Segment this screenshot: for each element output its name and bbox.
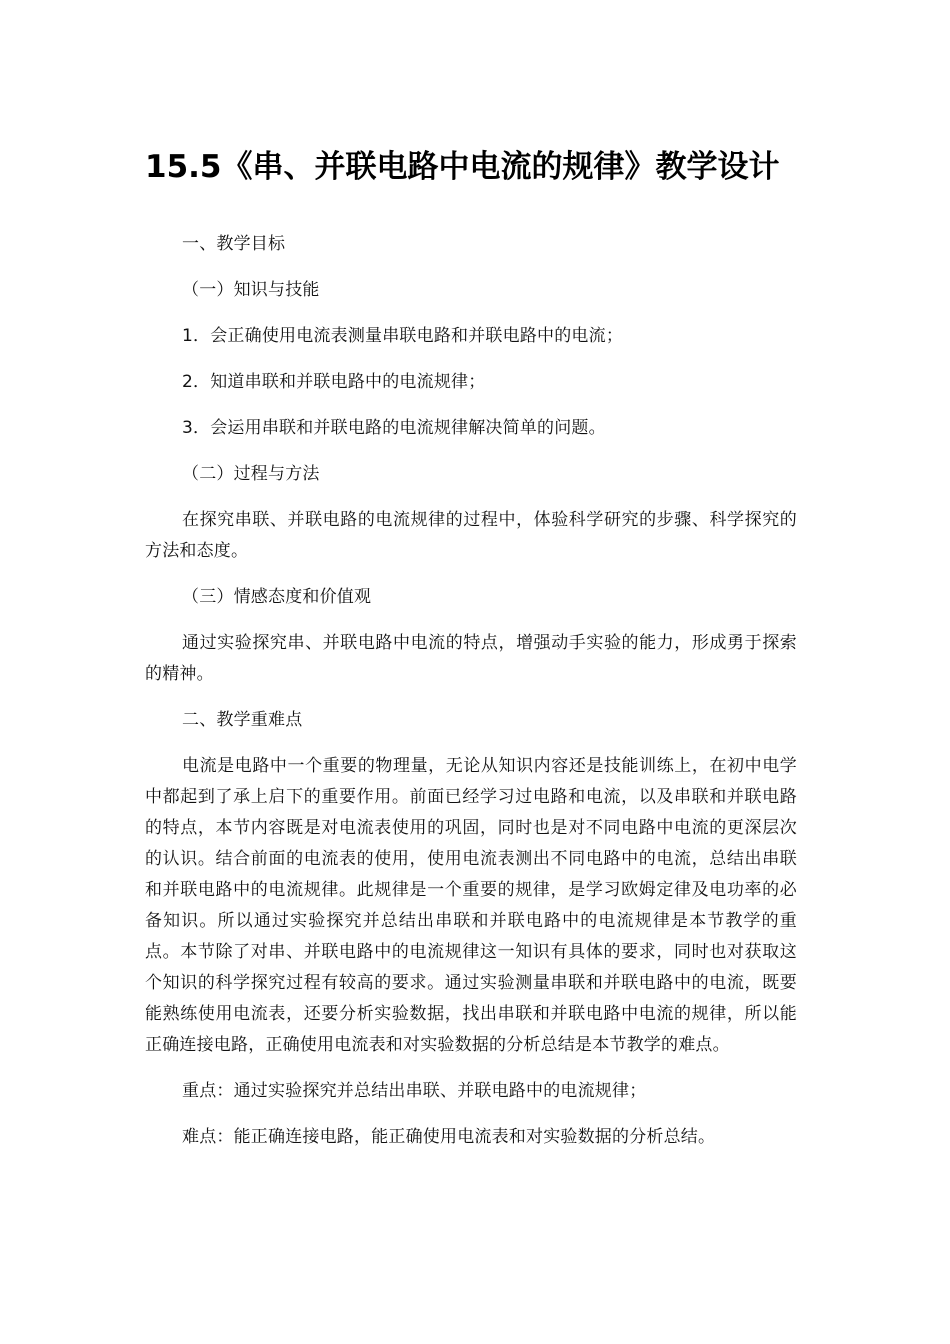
subsection-heading-attitude: （三）情感态度和价值观 — [182, 587, 372, 607]
objective-item-2: 2．知道串联和并联电路中的电流规律； — [182, 372, 486, 392]
section-heading-objectives: 一、教学目标 — [182, 234, 286, 254]
document-body — [145, 229, 797, 1168]
attitude-paragraph: 通过实验探究串、并联电路中电流的特点，增强动手实验的能力，形成勇于探索的精神。 — [145, 633, 797, 684]
key-points-paragraph: 电流是电路中一个重要的物理量，无论从知识内容还是技能训练上，在初中电学中都起到了承上启下的重要作用。前面已经学习过电路和电流，以及串联和并联电路的特点，本节内容既是对电流表使用的巩固，同时也是对不同电路中电流的更深层次的认识。结合前面的电流表的使用，使用电流表测出不同电路中的电流，总结出串联和并联电路中的电流规律。此规律是一个重要的规律，是学习欧姆定律及电功率的必备知识。所以通过实验探究并总结出串联和并联电路中的电流规律是本节教学的重点。本节除了对串、并联电路中的电流规律这一知识有具体的要求，同时也对获取这个知识的科学探究过程有较高的要求。通过实验测量串联和并联电路中的电流，既要能熟练使用电流表，还要分析实验数据，找出串联和并联电路中电流的规律，所以能正确连接电路，正确使用电流表和对实验数据的分析总结是本节教学的难点。 — [145, 756, 797, 1055]
subsection-heading-knowledge: （一）知识与技能 — [182, 280, 320, 300]
difficulty-line: 难点：能正确连接电路，能正确使用电流表和对实验数据的分析总结。 — [182, 1127, 716, 1147]
objective-item-1: 1．会正确使用电流表测量串联电路和并联电路中的电流； — [182, 326, 624, 346]
section-heading-key-points: 二、教学重难点 — [182, 710, 303, 730]
objective-item-3: 3．会运用串联和并联电路的电流规律解决简单的问题。 — [182, 418, 606, 438]
subsection-heading-process: （二）过程与方法 — [182, 464, 320, 484]
process-paragraph: 在探究串联、并联电路的电流规律的过程中，体验科学研究的步骤、科学探究的方法和态度。 — [145, 510, 797, 561]
document-title: 15.5《串、并联电路中电流的规律》教学设计 — [145, 149, 780, 185]
key-point-line: 重点：通过实验探究并总结出串联、并联电路中的电流规律； — [182, 1081, 647, 1101]
